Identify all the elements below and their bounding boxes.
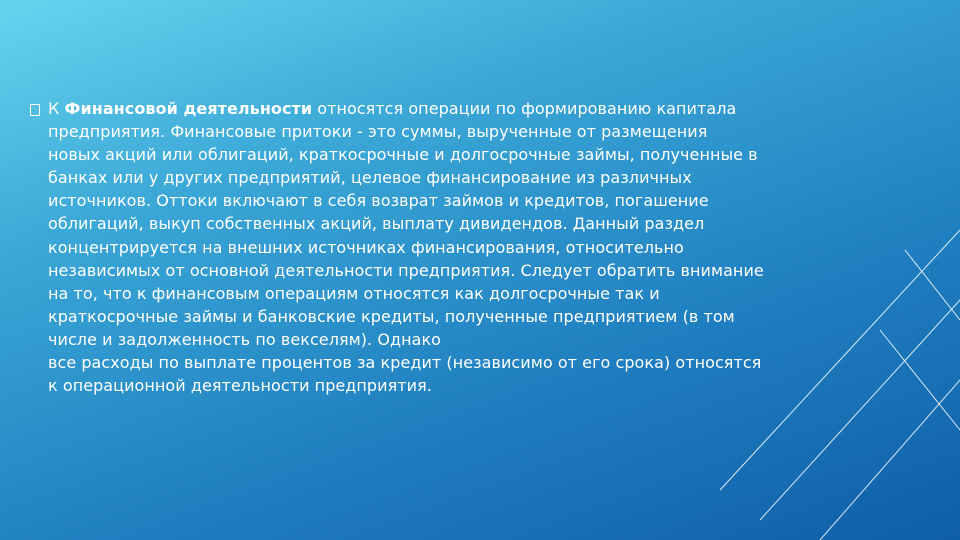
paragraph-line: облигаций, выкуп собственных акций, выплату дивидендов. Данный раздел — [48, 214, 705, 234]
paragraph-line: концентрируется на внешних источниках финансирования, относительно — [48, 237, 684, 257]
paragraph-text — [48, 97, 943, 397]
bold-term: Финансовой деятельности — [64, 99, 313, 118]
paragraph-line: новых акций или облигаций, краткосрочные и долгосрочные займы, полученные в — [48, 145, 758, 165]
paragraph-line: на то, что к финансовым операциям относятся как долгосрочные так и — [48, 283, 660, 303]
paragraph-line: числе и задолженность по векселям). Однако — [48, 329, 442, 349]
paragraph-line: все расходы по выплате процентов за кредит (независимо от его срока) относятся — [48, 353, 762, 373]
deco-line-3 — [820, 380, 960, 540]
first-line-rest: относятся операции по формированию капитала — [312, 99, 737, 118]
bullet-square-icon — [30, 104, 40, 116]
lead-text: К — [48, 99, 65, 118]
paragraph-line: краткосрочные займы и банковские кредиты, полученные предприятием (в том — [48, 306, 735, 326]
paragraph-line: к операционной деятельности предприятия. — [48, 376, 432, 396]
paragraph-line: банках или у других предприятий, целевое финансирование из различных — [48, 168, 692, 188]
paragraph-first-line — [48, 97, 943, 120]
paragraph-line: предприятия. Финансовые притоки - это суммы, вырученные от размещения — [48, 122, 708, 142]
paragraph-line: источников. Оттоки включают в себя возврат займов и кредитов, погашение — [48, 191, 709, 211]
paragraph-line: независимых от основной деятельности предприятия. Следует обратить внимание — [48, 260, 764, 280]
